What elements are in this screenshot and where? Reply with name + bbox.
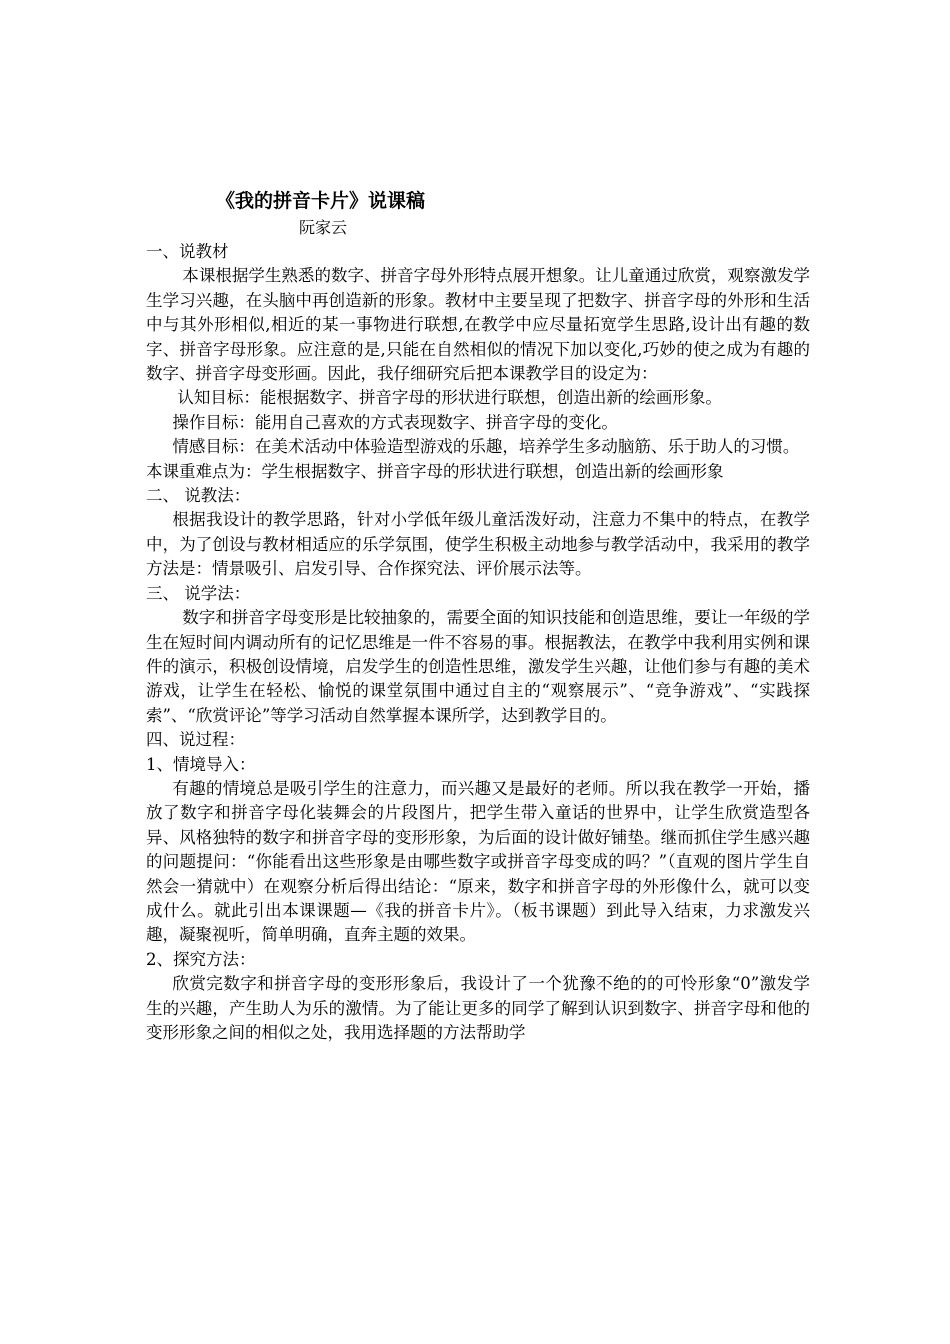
step-heading-explore-method: 2、探究方法： bbox=[146, 949, 256, 969]
step-paragraph-explore-method: 欣赏完数字和拼音字母的变形形象后，我设计了一个犹豫不绝的的可怜形象“0”激发学生的兴趣，产生助人为乐的激情。为了能让更多的同学了解到认识到数字、拼音字母和他的变形形象之间的相似之处，我用选择题的方法帮助学 bbox=[146, 974, 810, 1042]
document-page bbox=[146, 186, 810, 1045]
goal-cognitive: 认知目标：能根据数字、拼音字母的形状进行联想，创造出新的绘画形象。 bbox=[177, 388, 722, 408]
step-heading-situation-intro: 1、情境导入： bbox=[146, 754, 256, 774]
section-paragraph-learning-method: 数字和拼音字母变形是比较抽象的，需要全面的知识技能和创造思维，要让一年级的学生在短时间内调动所有的记忆思维是一件不容易的事。根据教法，在教学中我利用实例和课件的演示，积极创设情境，启发学生的创造性思维，激发学生兴趣，让他们参与有趣的美术游戏，让学生在轻松、愉悦的课堂氛围中通过自主的“观察展示”、“竞争游戏”、“实践探索”、“欣赏评论”等学习活动自然掌握本课所学，达到教学目的。 bbox=[146, 608, 810, 725]
step-paragraph-situation-intro: 有趣的情境总是吸引学生的注意力，而兴趣又是最好的老师。所以我在教学一开始，播放了数字和拼音字母化装舞会的片段图片，把学生带入童话的世界中，让学生欣赏造型各异、风格独特的数字和拼音字母的变形形象，为后面的设计做好铺垫。继而抓住学生感兴趣的问题提问：“你能看出这些形象是由哪些数字或拼音字母变成的吗？”（直观的图片学生自然会一猜就中）在观察分析后得出结论：“原来，数字和拼音字母的外形像什么，就可以变成什么。就此引出本课课题—《我的拼音卡片》。（板书课题）到此导入结束，力求激发兴趣，凝聚视听，简单明确，直奔主题的效果。 bbox=[146, 778, 810, 945]
section-paragraph-teaching-material: 本课根据学生熟悉的数字、拼音字母外形特点展开想象。让儿童通过欣赏，观察激发学生学习兴趣，在头脑中再创造新的形象。教材中主要呈现了把数字、拼音字母的外形和生活中与其外形相似,相近的某一事物进行联想,在教学中应尽量拓宽学生思路,设计出有趣的数字、拼音字母形象。应注意的是,只能在自然相似的情况下加以变化,巧妙的使之成为有趣的数字、拼音字母变形画。因此，我仔细研究后把本课教学目的设定为： bbox=[146, 266, 810, 384]
document-author: 阮家云 bbox=[299, 218, 348, 237]
section-paragraph-teaching-method: 根据我设计的教学思路，针对小学低年级儿童活泼好动，注意力不集中的特点，在教学中，为了创设与教材相适应的乐学氛围，使学生积极主动地参与教学活动中，我采用的教学方法是：情景吸引、启发引导、合作探究法、评价展示法等。 bbox=[146, 510, 810, 579]
goal-operation: 操作目标：能用自己喜欢的方式表现数字、拼音字母的变化。 bbox=[172, 412, 618, 432]
section-heading-learning-method: 三、 说学法： bbox=[146, 583, 251, 603]
section-heading-teaching-material: 一、说教材 bbox=[146, 242, 229, 261]
key-points: 本课重难点为：学生根据数字、拼音字母的形状进行联想，创造出新的绘画形象 bbox=[146, 461, 724, 481]
goal-emotion: 情感目标：在美术活动中体验造型游戏的乐趣，培养学生多动脑筋、乐于助人的习惯。 bbox=[172, 437, 800, 457]
section-heading-teaching-method: 二、 说教法： bbox=[146, 486, 251, 506]
section-heading-process: 四、说过程： bbox=[146, 730, 245, 750]
document-title: 《我的拼音卡片》说课稿 bbox=[216, 190, 426, 212]
